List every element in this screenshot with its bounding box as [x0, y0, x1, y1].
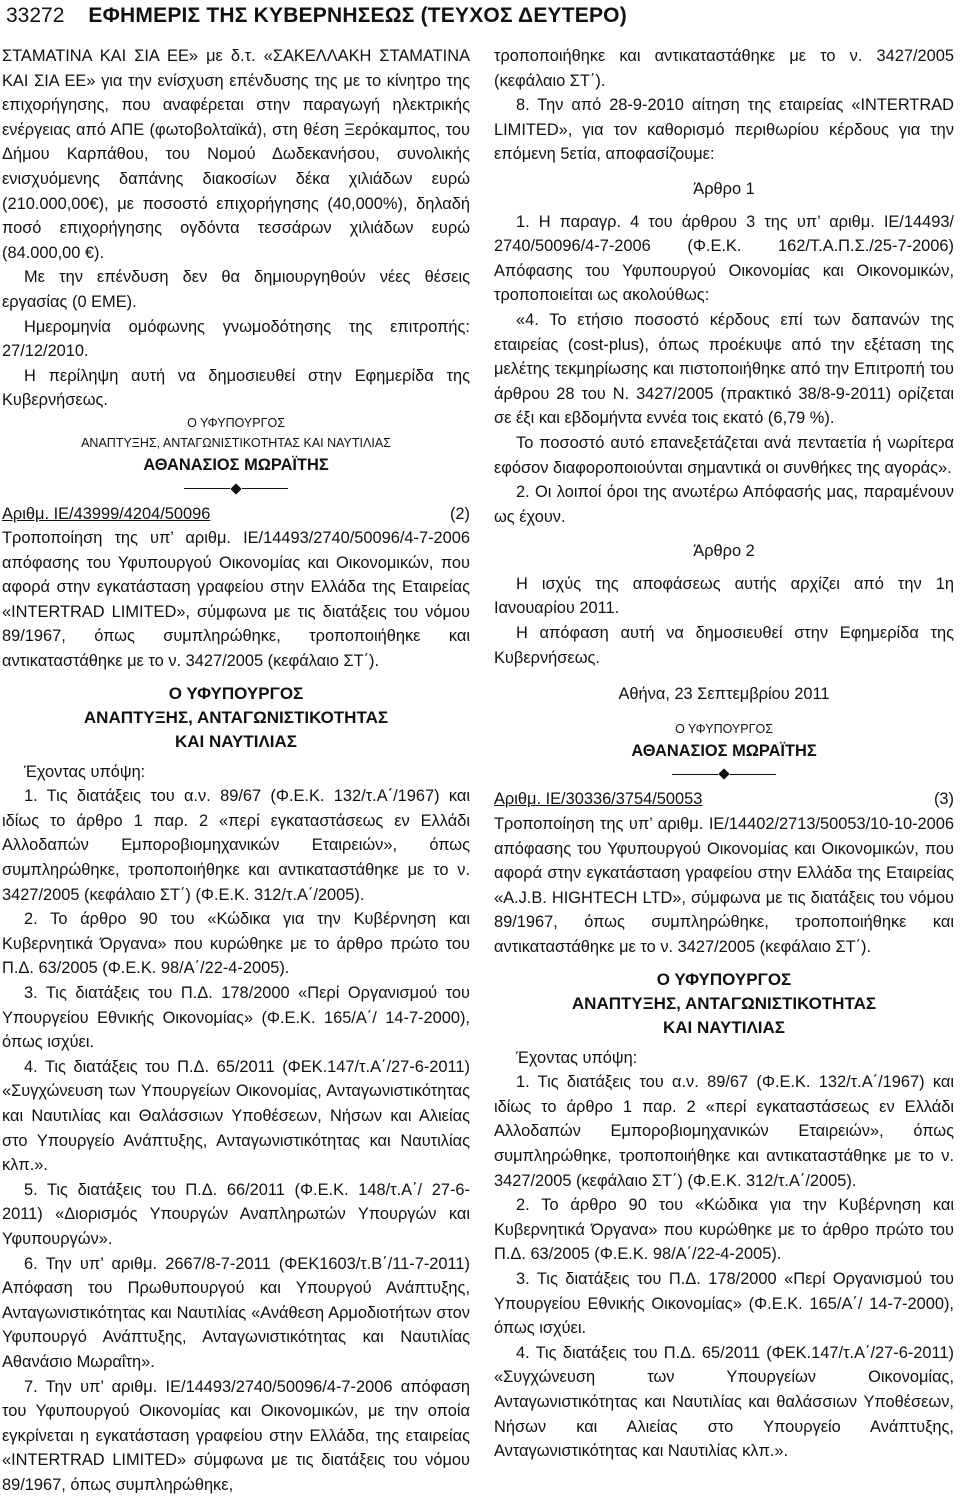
paragraph: Η περίληψη αυτή να δημοσιευθεί στην Εφημερίδα της Κυβερνήσεως. — [2, 364, 470, 413]
recital: 6. Την υπ’ αριθμ. 2667/8-7-2011 (ΦΕΚ1603/τ.Β΄/11-7-2011) Απόφαση του Πρωθυπουργού και Υπουργού Ανάπτυξης, Ανταγωνιστικότητας και Ναυτιλίας «Ανάθεση Αρμοδιοτήτων στον Υφυπουργό Ανάπτυξης, Ανταγωνιστικότητας και Ναυτιλίας Αθανάσιο Μωραΐτη». — [2, 1252, 470, 1375]
paragraph: Το ποσοστό αυτό επανεξετάζεται ανά πενταετία ή νωρίτερα εφόσον διαφοροποιούνται σημαντικά οι συνθήκες της αγοράς». — [494, 431, 954, 480]
decision-heading — [494, 787, 954, 812]
signature-name: ΑΘΑΝΑΣΙΟΣ ΜΩΡΑΪΤΗΣ — [494, 739, 954, 764]
recital: 3. Τις διατάξεις του Π.Δ. 178/2000 «Περί Οργανισμού του Υπουργείου Εθνικής Οικονομίας» (Φ.Ε.Κ. 165/Α΄/ 14-7-2000), όπως ισχύει. — [494, 1267, 954, 1341]
paragraph: τροποποιήθηκε και αντικαταστάθηκε με το ν. 3427/2005 (κεφάλαιο ΣΤ΄). — [494, 44, 954, 93]
diamond-icon — [718, 769, 729, 780]
minister-line: ΚΑΙ ΝΑΥΤΙΛΙΑΣ — [2, 730, 470, 754]
having-regard: Έχοντας υπόψη: — [494, 1046, 954, 1071]
paragraph: 2. Οι λοιποί όροι της ανωτέρω Απόφασής μας, παραμένουν ως έχουν. — [494, 480, 954, 529]
decision-index: (2) — [450, 502, 470, 527]
left-column — [2, 44, 470, 1497]
minister-heading — [494, 968, 954, 1040]
paragraph: «4. Το ετήσιο ποσοστό κέρδους επί των δαπανών της εταιρείας (cost-plus), όπως προέκυψε από την εξέταση της μελέτης τεκμηρίωσης και πιστοποιήθηκε από την Επιτροπή του άρθρου 28 του Ν. 3427/2005 (πρακτικό 38/8-9-2011) ορίζεται σε έξι και εβδομήντα εννέα τοις εκατό (6,79 %). — [494, 308, 954, 431]
decision-number: Αριθμ. ΙΕ/30336/3754/50053 — [494, 787, 702, 812]
recital: 5. Τις διατάξεις του Π.Δ. 66/2011 (Φ.Ε.Κ. 148/τ.Α΄/ 27-6-2011) «Διορισμός Υπουργών Αναπληρωτών Υπουργών και Υφυπουργών». — [2, 1178, 470, 1252]
right-column — [494, 44, 954, 1497]
minister-line: ΚΑΙ ΝΑΥΤΙΛΙΑΣ — [494, 1016, 954, 1040]
decision-number: Αριθμ. ΙΕ/43999/4204/50096 — [2, 502, 210, 527]
minister-line: ΑΝΑΠΤΥΞΗΣ, ΑΝΤΑΓΩΝΙΣΤΙΚΟΤΗΤΑΣ — [494, 992, 954, 1016]
page-number: 33272 — [6, 4, 64, 28]
page-header — [2, 4, 958, 34]
signature-name: ΑΘΑΝΑΣΙΟΣ ΜΩΡΑΪΤΗΣ — [2, 453, 470, 478]
article-heading: Άρθρο 1 — [494, 177, 954, 202]
paragraph: 1. Η παραγρ. 4 του άρθρου 3 της υπ’ αριθμ. ΙΕ/14493/ 2740/50096/4-7-2006 (Φ.Ε.Κ. 162/Τ.Α.Π.Σ./25-7-2006) Απόφασης του Υφυπουργού Οικονομίας και Οικονομικών, τροποποιείται ως ακολούθως: — [494, 210, 954, 308]
paragraph: Η ισχύς της αποφάσεως αυτής αρχίζει από την 1η Ιανουαρίου 2011. — [494, 572, 954, 621]
decision-heading — [2, 502, 470, 527]
recital: 1. Τις διατάξεις του α.ν. 89/67 (Φ.Ε.Κ. 132/τ.Α΄/1967) και ιδίως το άρθρο 1 παρ. 2 «περί εγκαταστάσεως εν Ελλάδι Αλλοδαπών Εμποροβιομηχανικών Εταιρειών», όπως συμπληρώθηκε, τροποποιήθηκε και αντικαταστάθηκε με το ν. 3427/2005 (κεφάλαιο ΣΤ΄) (Φ.Ε.Κ. 312/τ.Α΄/2005). — [2, 784, 470, 907]
paragraph: ΣΤΑΜΑΤΙΝΑ ΚΑΙ ΣΙΑ ΕΕ» με δ.τ. «ΣΑΚΕΛΛΑΚΗ ΣΤΑΜΑΤΙΝΑ ΚΑΙ ΣΙΑ ΕΕ» για την ενίσχυση επένδυσης της με το κίνητρο της επιχορήγησης, που αναφέρεται στην παραγωγή ηλεκτρικής ενέργειας από ΑΠΕ (φωτοβολταϊκά), στη θέση Ξερόκαμπος, του Δήμου Καρπάθου, του Νομού Δωδεκανήσου, συνολικής ενισχυόμενης δαπάνης διακοσίων δέκα χιλιάδων ευρώ (210.000,00€), με ποσοστό επιχορήγησης (40,000%), δηλαδή ποσό επιχορήγησης ογδόντα τεσσάρων χιλιάδων ευρώ (84.000,00 €). — [2, 44, 470, 265]
paragraph: Η απόφαση αυτή να δημοσιευθεί στην Εφημερίδα της Κυβερνήσεως. — [494, 621, 954, 670]
decision-title: Τροποποίηση της υπ’ αριθμ. ΙΕ/14493/2740/50096/4-7-2006 απόφασης του Υφυπουργού Οικονομίας και Οικονομικών, που αφορά στην εγκατάσταση γραφείου στην Ελλάδα της Εταιρείας «INTERTRAD LIMITED», σύμφωνα με τις διατάξεις του νόμου 89/1967, όπως συμπληρώθηκε, τροποποιήθηκε και αντικαταστάθηκε με το ν. 3427/2005 (κεφάλαιο ΣΤ΄). — [2, 526, 470, 674]
recital: 2. Το άρθρο 90 του «Κώδικα για την Κυβέρνηση και Κυβερνητικά Όργανα» που κυρώθηκε με το άρθρο πρώτο του Π.Δ. 63/2005 (Φ.Ε.Κ. 98/Α΄/22-4-2005). — [2, 907, 470, 981]
paragraph: 8. Την από 28-9-2010 αίτηση της εταιρείας «INTERTRAD LIMITED», για τον καθορισμό περιθωρίου κέρδους για την επόμενη 5ετία, αποφασίζουμε: — [494, 93, 954, 167]
minister-line: Ο ΥΦΥΠΟΥΡΓΟΣ — [494, 968, 954, 992]
signature-role: Ο ΥΦΥΠΟΥΡΓΟΣ — [494, 719, 954, 739]
recital: 2. Το άρθρο 90 του «Κώδικα για την Κυβέρνηση και Κυβερνητικά Όργανα» που κυρώθηκε με το άρθρο πρώτο του Π.Δ. 63/2005 (Φ.Ε.Κ. 98/Α΄/22-4-2005). — [494, 1193, 954, 1267]
decision-title: Τροποποίηση της υπ’ αριθμ. ΙΕ/14402/2713/50053/10-10-2006 απόφασης του Υφυπουργού Οικονομίας και Οικονομικών, που αφορά στην εγκατάσταση γραφείου στην Ελλάδα της Εταιρείας «A.J.B. HIGHTECH LTD», σύμφωνα με τις διατάξεις του νόμου 89/1967, όπως συμπληρώθηκε, τροποποιήθηκε και αντικαταστάθηκε με το ν. 3427/2005 (κεφάλαιο ΣΤ΄). — [494, 812, 954, 960]
article-heading: Άρθρο 2 — [494, 539, 954, 564]
minister-line: Ο ΥΦΥΠΟΥΡΓΟΣ — [2, 682, 470, 706]
having-regard: Έχοντας υπόψη: — [2, 760, 470, 785]
recital: 4. Τις διατάξεις του Π.Δ. 65/2011 (ΦΕΚ.147/τ.Α΄/27-6-2011) «Συγχώνευση των Υπουργείων Οικονομίας, Ανταγωνιστικότητας και Ναυτιλίας και Θαλάσσιων Υποθέσεων, Νήσων και Αλιείας στο Υπουργείο Ανάπτυξης, Ανταγωνιστικότητας και Ναυτιλίας κλπ.». — [2, 1055, 470, 1178]
gazette-title: ΕΦΗΜΕΡΙΣ ΤΗΣ ΚΥΒΕΡΝΗΣΕΩΣ (ΤΕΥΧΟΣ ΔΕΥΤΕΡΟ) — [88, 4, 627, 28]
signature-ministry: ΑΝΑΠΤΥΞΗΣ, ΑΝΤΑΓΩΝΙΣΤΙΚΟΤΗΤΑΣ ΚΑΙ ΝΑΥΤΙΛΙΑΣ — [2, 433, 470, 453]
paragraph: Με την επένδυση δεν θα δημιουργηθούν νέες θέσεις εργασίας (0 ΕΜΕ). — [2, 265, 470, 314]
minister-line: ΑΝΑΠΤΥΞΗΣ, ΑΝΤΑΓΩΝΙΣΤΙΚΟΤΗΤΑΣ — [2, 706, 470, 730]
recital: 3. Τις διατάξεις του Π.Δ. 178/2000 «Περί Οργανισμού του Υπουργείου Εθνικής Οικονομίας» (Φ.Ε.Κ. 165/Α΄/ 14-7-2000), όπως ισχύει. — [2, 981, 470, 1055]
recital: 7. Την υπ’ αριθμ. ΙΕ/14493/2740/50096/4-7-2006 απόφαση του Υφυπουργού Οικονομίας και Οικονομικών, με την οποία εγκρίνεται η εγκατάσταση γραφείου στην Ελλάδα, της εταιρείας «INTERTRAD LIMITED» σύμφωνα με τις διατάξεις του νόμου 89/1967, όπως συμπληρώθηκε, — [2, 1375, 470, 1497]
text-columns — [2, 44, 958, 1497]
decision-index: (3) — [934, 787, 954, 812]
recital: 1. Τις διατάξεις του α.ν. 89/67 (Φ.Ε.Κ. 132/τ.Α΄/1967) και ιδίως το άρθρο 1 παρ. 2 «περί εγκαταστάσεως εν Ελλάδι Αλλοδαπών Εμποροβιομηχανικών Εταιρειών», όπως συμπληρώθηκε, τροποποιήθηκε και αντικαταστάθηκε με το ν. 3427/2005 (κεφάλαιο ΣΤ΄) (Φ.Ε.Κ. 312/τ.Α΄/2005). — [494, 1070, 954, 1193]
diamond-icon — [230, 483, 241, 494]
signature-role: Ο ΥΦΥΠΟΥΡΓΟΣ — [2, 413, 470, 433]
section-divider — [494, 767, 954, 781]
section-divider — [2, 482, 470, 496]
recital: 4. Τις διατάξεις του Π.Δ. 65/2011 (ΦΕΚ.147/τ.Α΄/27-6-2011) «Συγχώνευση των Υπουργείων Οικονομίας, Ανταγωνιστικότητας και Ναυτιλίας και θαλάσσιων Υποθέσεων, Νήσων και Αλιείας στο Υπουργείο Ανάπτυξης, Ανταγωνιστικότητας και Ναυτιλίας κλπ.». — [494, 1341, 954, 1464]
paragraph: Ημερομηνία ομόφωνης γνωμοδότησης της επιτροπής: 27/12/2010. — [2, 315, 470, 364]
minister-heading — [2, 682, 470, 754]
issue-date: Αθήνα, 23 Σεπτεμβρίου 2011 — [494, 682, 954, 707]
